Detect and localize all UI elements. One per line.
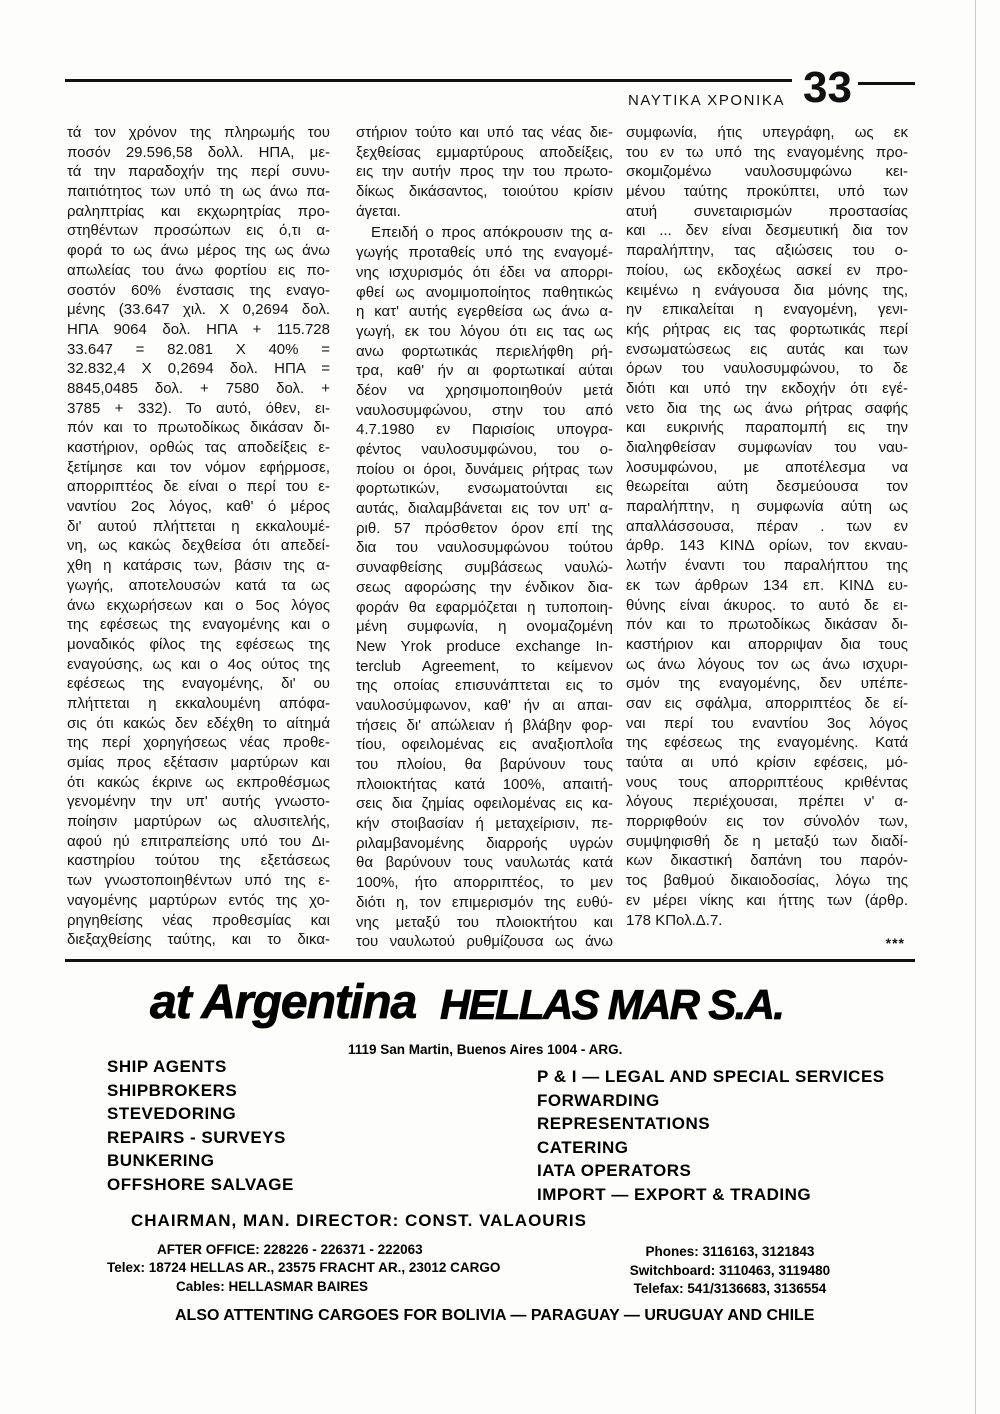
- text-line: γενομένην την υπ' αυτής γνωστο-: [67, 793, 330, 811]
- text-line: τά τον χρόνον της πληρωμής του: [67, 124, 330, 141]
- text-line: ρηγηθείσης νέας προθεσμίας και: [67, 911, 330, 929]
- text-line: καστήριον και απορριψαν δια τους: [626, 635, 908, 653]
- text-line: παραλήπτην, τας αξιώσεις του ο-: [626, 242, 908, 260]
- text-line: των γνωστοποιηθέντων υπό της ε-: [67, 872, 330, 890]
- text-line: και ευκρινής παραπομπή εις την: [626, 419, 908, 437]
- text-line: κειμένω η ενάγουσα δια μόνης της,: [626, 281, 908, 299]
- service-item: REPRESENTATIONS: [537, 1114, 711, 1133]
- text-line: φέντος ναυλοσυμφώνου, του ο-: [356, 441, 613, 458]
- text-line: όρων του ναυλοσυμφώνου, το δε: [626, 360, 908, 378]
- contact-telefax: Telefax: 541/3136683, 3136554: [633, 1281, 827, 1296]
- text-line: γωγής, αποτελουσών κατά τα ως: [67, 576, 330, 594]
- text-line: συμψηφισθή δε η μεταξύ των διαδί-: [626, 832, 908, 850]
- text-line: ραληπτρίας και εκχωρητρίας προ-: [67, 202, 330, 220]
- service-item: STEVEDORING: [107, 1104, 237, 1123]
- text-line: παιτιότητος των υπό τη ως άνω πα-: [67, 183, 330, 201]
- text-line: παραλήπτην, η συμφωνία αύτη ως: [626, 498, 908, 516]
- text-line: 100%, ήτο απορριπτέος, το μεν: [356, 874, 613, 892]
- text-line: συναφθείσης συμβάσεως ναυλώ-: [356, 559, 613, 577]
- contact-cables: Cables: HELLASMAR BAIRES: [176, 1279, 369, 1294]
- text-line: διεξαχθείσης ταύτης, και το δικα-: [67, 931, 330, 949]
- text-line: και ... δεν είναι δεσμευτική δια τον: [626, 222, 908, 240]
- text-line: τίου, οφειλομένας εις αναξιοπλοΐα: [356, 736, 613, 754]
- text-line: καστήριον, ορθώς τας αποδείξεις ε-: [67, 439, 330, 456]
- text-line: Επειδή ο προς απόκρουσιν της α-: [371, 224, 613, 242]
- header-rule-left: [65, 79, 792, 82]
- text-line: δια του ναυλοσυμφώνου τούτου: [356, 539, 613, 557]
- contact-telex: Telex: 18724 HELLAS AR., 23575 FRACHT AR., 23012 CARGO: [107, 1260, 501, 1275]
- text-line: ξεχθείσας εμμαρτύρους αποδείξεις,: [356, 143, 613, 161]
- text-line: διαληφθείσαν συμφωνίαν του ναυ-: [626, 439, 908, 456]
- text-line: νης ισχυρισμός ότι έδει να απορρι-: [356, 263, 613, 281]
- text-line: νη, ως κακώς δεχθείσα ότι απεδεί-: [67, 537, 330, 555]
- text-line: καστηρίου τούτου της εξετάσεως: [67, 852, 330, 870]
- text-line: θα βαρύνουν τους ναυλωτάς κατά: [356, 854, 613, 872]
- text-line: ταύτα αι υπό κρίσιν εφέσεις, μό-: [626, 754, 908, 771]
- service-item: REPAIRS - SURVEYS: [107, 1127, 286, 1147]
- text-line: σοστόν 60% ένστασις της εναγο-: [67, 281, 330, 299]
- advert-location-title: at Argentina: [150, 976, 417, 1029]
- text-line: ενσωματώσεως εις αυτάς και των: [626, 340, 908, 358]
- paragraph: [67, 123, 330, 950]
- text-line: New Yrok produce exchange In-: [356, 637, 613, 655]
- text-line: πλοιοκτήτας κατά 100%, απαιτή-: [356, 775, 613, 793]
- article-column-2: [356, 123, 613, 952]
- contact-switchboard: Switchboard: 3110463, 3119480: [629, 1262, 831, 1278]
- text-line: απορριπτέος δε είναι ο περί του ε-: [67, 478, 330, 496]
- text-line: 8845,0485 δολ. + 7580 δολ. +: [67, 379, 330, 397]
- text-line: σμόν της εναγομένης, δεν υπέπε-: [626, 675, 908, 693]
- article-end-mark: ***: [885, 935, 905, 951]
- text-line: αυτάς, διαλαμβάνεται εις τον υπ' α-: [356, 500, 613, 518]
- text-line: ποίου, ως εκδοχέως ασκεί εν προ-: [626, 261, 908, 279]
- text-line: εκ των άρθρων 134 επ. ΚΙΝΔ ευ-: [626, 576, 908, 594]
- text-line: 4.7.1980 εν Παρισίοις υπογρα-: [356, 421, 613, 439]
- text-line: απωλείας του άνω φορτίου εις πο-: [67, 261, 330, 279]
- text-line: μοναδικός φίλος της εφέσεως της: [67, 635, 330, 653]
- text-line: γωγής προταθείς υπό της εναγομέ-: [356, 244, 613, 262]
- text-line: ποίησιν μαρτύρων ως αλυσιτελής,: [67, 813, 330, 831]
- contact-after-office: AFTER OFFICE: 228226 - 226371 - 222063: [157, 1242, 423, 1257]
- service-item: IATA OPERATORS: [537, 1161, 692, 1180]
- advert-address: 1119 San Martin, Buenos Aires 1004 - ARG.: [348, 1042, 623, 1057]
- text-line: διότι η, τον επιμερισμόν της ευθύ-: [356, 893, 613, 911]
- header-rule-right: [858, 82, 915, 85]
- text-line: σαν εις σφάλμα, απορριπτέος δε εί-: [626, 694, 908, 712]
- text-line: άρθρ. 143 ΚΙΝΔ ορίων, τον εκναυ-: [626, 537, 908, 555]
- text-line: κής ρήτρας εις τας φορτωτικάς περί: [626, 320, 908, 338]
- text-line: σμίας προς εξέτασιν μαρτύρων και: [67, 754, 330, 771]
- service-item: P & I — LEGAL AND SPECIAL SERVICES: [537, 1067, 885, 1086]
- text-line: λωτήν έναντι του παραλήπτου της: [626, 557, 908, 575]
- text-line: ατυή συνεταιρισμών προστασίας: [626, 202, 908, 220]
- text-line: τά την παραδοχήν της περί συνυ-: [67, 163, 330, 181]
- text-line: ανω φορτωτικάς περιελήφθη ρή-: [356, 342, 613, 360]
- text-line: θύνης είναι άκυρος. το αυτό δε ει-: [626, 596, 908, 614]
- text-line: ναυλοσύμφωνον, καθ' ήν αι απαι-: [356, 696, 613, 714]
- text-line: άνω εκχωρήσεων και ο 5ος λόγος: [67, 596, 330, 614]
- text-line: σκομιζομένω ναυλοσυμφώνω κει-: [626, 163, 908, 181]
- text-line: κήν στοιβασίαν ή μεταχείρισιν, πε-: [356, 815, 613, 833]
- text-line: 3785 + 332). Το αυτό, όθεν, ει-: [67, 399, 330, 417]
- text-line: νους τους απορριπτέους κριθέντας: [626, 773, 908, 791]
- paragraph: [626, 123, 908, 930]
- text-line: νης μεταξύ του πλοιοκτήτου και: [356, 913, 613, 931]
- text-line: εν μέρει νίκης και ήττης των (άρθρ.: [626, 891, 908, 909]
- text-line: δέον να χρησιμοποιηθούν μετά: [356, 381, 613, 399]
- text-line: δι' αυτού πλήττεται η εκκαλουμέ-: [67, 517, 330, 535]
- text-line: μένης (33.647 χιλ. X 0,2694 δολ.: [67, 301, 330, 319]
- service-item: BUNKERING: [107, 1151, 215, 1170]
- text-line: ξετίμησε και τον νόμον εφήρμοσε,: [67, 458, 330, 476]
- scan-edge-line: [975, 0, 976, 1414]
- text-line: θεωρείται αύτη δεσμεύουσα τον: [626, 478, 908, 496]
- text-line: εφέσεως της εναγομένης, δι' ου: [67, 675, 330, 693]
- text-line: της περί χορηγήσεως νέας προθε-: [67, 734, 330, 752]
- text-line: κων δικαστική δαπάνη του παρόν-: [626, 852, 908, 870]
- text-line: 178 ΚΠολ.Δ.7.: [626, 911, 723, 929]
- article-column-1: [67, 123, 330, 950]
- text-line: γωγή, εκ του λόγου ότι εις τας ως: [356, 322, 613, 340]
- advert-footer: ALSO ATTENTING CARGOES FOR BOLIVIA — PARAGUAY — URUGUAY AND CHILE: [175, 1307, 815, 1324]
- text-line: ως άνω λόγους τον ως άνω ισχυρι-: [626, 655, 908, 673]
- text-line: ριλαμβανομένης διαρροής υγρών: [356, 834, 613, 852]
- text-line: εις την αυτήν προς την του πρωτο-: [356, 163, 613, 181]
- services-list-right: [537, 1065, 885, 1206]
- text-line: στηθέντων προσώπων εις ό,τι α-: [67, 222, 330, 240]
- text-line: στήριον τούτο και υπό τας νέας διε-: [356, 124, 613, 141]
- text-line: συμφωνία, ήτις υπεγράφη, ως εκ: [626, 124, 908, 141]
- text-line: του εν τω υπό της εναγομένης προ-: [626, 143, 908, 161]
- service-item: SHIP AGENTS: [107, 1057, 227, 1076]
- text-line: φορτωτικών, ενσωματούνται εις: [356, 480, 613, 498]
- text-line: της εφέσεως της εναγομένης και ο: [67, 616, 330, 634]
- text-line: διότι και υπό την εκδοχήν ότι εγέ-: [626, 379, 908, 397]
- text-line: πλήττεται η εκκαλουμένη απόφα-: [67, 694, 330, 712]
- text-line: πόν και το πρωτοδίκως δικάσαν δι-: [67, 419, 330, 437]
- contact-phones: Phones: 3116163, 3121843: [645, 1244, 815, 1259]
- text-line: λοσυμφώνου, με αποτέλεσμα να: [626, 458, 908, 476]
- text-line: ΗΠΑ 9064 δολ. ΗΠΑ + 115.728: [67, 320, 330, 338]
- service-item: SHIPBROKERS: [107, 1080, 238, 1100]
- text-line: φθεί ως ανομιμοποίητος παθητικώς: [356, 283, 613, 301]
- text-line: μένου ταύτης προκύπτει, υπό των: [626, 183, 908, 201]
- text-line: τος βαθμού δικαιοδοσίας, λόγω της: [626, 872, 908, 890]
- service-item: FORWARDING: [537, 1090, 660, 1110]
- paragraph: [356, 223, 613, 951]
- text-line: ποσόν 29.596,58 δολλ. ΗΠΑ, με-: [67, 143, 330, 161]
- text-line: του ναυλωτού ρυθμίζουσα ως άνω: [356, 933, 613, 951]
- contacts-phone-block: [600, 1243, 860, 1299]
- service-item: OFFSHORE SALVAGE: [107, 1174, 294, 1194]
- text-line: του πλοίου, θα βαρύνουν τους: [356, 756, 613, 773]
- text-line: σεως αφορώσης την ένδικον δια-: [356, 578, 613, 596]
- text-line: απαλλάσσουσα, πέραν . των εν: [626, 517, 908, 535]
- text-line: ναυλοσυμφώνου, στην του από: [356, 401, 613, 419]
- text-line: εναγούσης, ως και ο 4ος ούτος της: [67, 655, 330, 673]
- article-column-3: [626, 123, 908, 930]
- text-line: της εφέσεως της εναγομένης. Κατά: [626, 734, 908, 752]
- text-line: ποίου οι όροι, δυνάμεις ρήτρας των: [356, 460, 613, 478]
- text-line: 32.832,4 X 0,2694 δολ. ΗΠΑ =: [67, 360, 330, 378]
- text-line: η κατ' αυτής εγερθείσα ως άνω α-: [356, 303, 613, 321]
- text-line: ναγομένης μαρτύρων εντός της χο-: [67, 891, 330, 909]
- paragraph: [356, 123, 613, 221]
- publication-title: ΝΑΥΤΙΚΑ ΧΡΟΝΙΚΑ: [628, 92, 786, 109]
- text-line: της οποίας επισυνάπτεται εις το: [356, 677, 613, 695]
- service-item: IMPORT — EXPORT & TRADING: [537, 1184, 812, 1204]
- text-line: τήσεις δι' απώλειαν ή βλάβην φορ-: [356, 716, 613, 734]
- text-line: φοράν θα εφαρμόζεται η τυποποιη-: [356, 598, 613, 616]
- text-line: αφού ηύ επιτραπείσης υπό του Δι-: [67, 832, 330, 850]
- text-line: νετο δια της ως άνω ρήτρας σαφής: [626, 399, 908, 417]
- text-line: άγεται.: [356, 202, 401, 220]
- page-number: 33: [803, 63, 852, 112]
- text-line: ριθ. 57 πρόσθετον όρον επί της: [356, 519, 613, 537]
- text-line: ναντίου 2ος λόγος, καθ' ό μέρος: [67, 498, 330, 516]
- text-line: ότι κακώς έκρινε ως εκπροθέσμως: [67, 773, 330, 791]
- text-line: φορά το ως άνω μέρος της ως άνω: [67, 242, 330, 260]
- text-line: σις ότι κακώς δεν εδέχθη το αίτημά: [67, 714, 330, 732]
- text-line: μένη συμφωνία, η ονομαζομένη: [356, 618, 613, 636]
- text-line: δίκως δικάσαντος, τοιούτου κρίσιν: [356, 183, 613, 201]
- text-line: πορριφθούν εις τον σύνολόν των,: [626, 813, 908, 831]
- text-line: 33.647 = 82.081 X 40% =: [67, 340, 330, 358]
- text-line: ναι περί του εναντίου 3ος λόγος: [626, 714, 908, 732]
- service-item: CATERING: [537, 1137, 629, 1157]
- text-line: τρα, καθ' ήν αι φορτωτικαί αύται: [356, 362, 613, 380]
- advert-top-rule: [65, 959, 915, 962]
- text-line: ην επικαλείται η εναγομένη, γενι-: [626, 301, 908, 319]
- advert-chairman: CHAIRMAN, MAN. DIRECTOR: CONST. VALAOURIS: [131, 1211, 587, 1230]
- text-line: χθη η κατάρσις των, βάσιν της α-: [67, 557, 330, 575]
- text-line: terclub Agreement, το κείμενον: [356, 657, 613, 675]
- text-line: λόγους περιέχουσαι, πρέπει ν' α-: [626, 793, 908, 811]
- services-list-left: [107, 1055, 294, 1196]
- advert-company-name: HELLAS MAR S.A.: [440, 981, 784, 1028]
- text-line: πόν και το πρωτοδίκως δικάσαν δι-: [626, 616, 908, 634]
- text-line: σεις δια ζημίας οφειλομένας εις κα-: [356, 795, 613, 813]
